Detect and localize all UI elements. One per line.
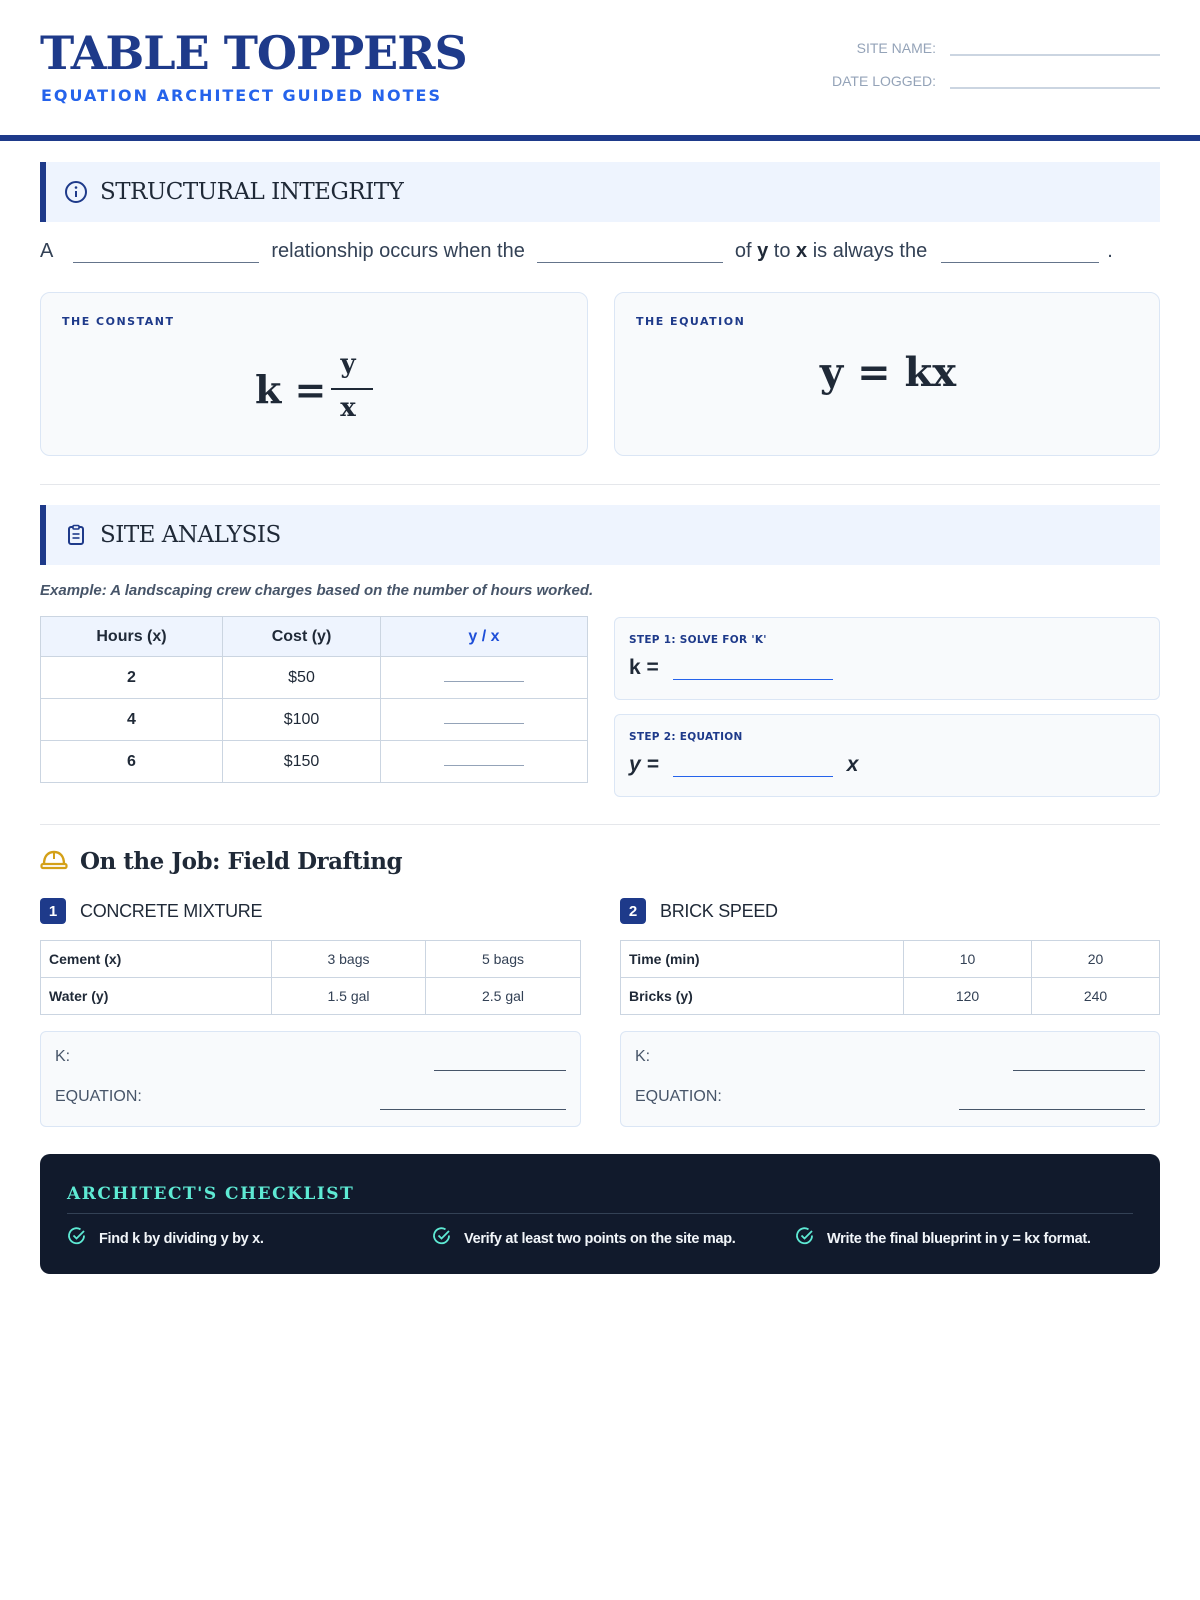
ratio-blank[interactable] xyxy=(444,765,524,766)
ratio-blank[interactable] xyxy=(444,681,524,682)
table-cell: 240 xyxy=(1032,978,1160,1015)
check-circle-icon xyxy=(432,1226,452,1251)
table-cell: 20 xyxy=(1032,941,1160,978)
problem-number-badge: 1 xyxy=(40,898,66,924)
table-cell: 10 xyxy=(904,941,1032,978)
site-table xyxy=(40,616,588,783)
architect-checklist xyxy=(40,1154,1160,1274)
column-header: Cost (y) xyxy=(223,617,381,657)
blank-ratio[interactable] xyxy=(537,241,723,263)
section-title: SITE ANALYSIS xyxy=(100,522,281,548)
table-row xyxy=(41,699,588,741)
step2-card xyxy=(614,714,1160,797)
table-header-row xyxy=(41,617,588,657)
row-header: Bricks (y) xyxy=(621,978,904,1015)
problem-2-answer-card xyxy=(620,1031,1160,1127)
table-row xyxy=(621,941,1160,978)
equation-answer-blank[interactable] xyxy=(959,1109,1145,1110)
k-label: K: xyxy=(635,1048,651,1065)
blank-relationship[interactable] xyxy=(73,241,259,263)
ratio-cell[interactable] xyxy=(381,699,588,741)
hard-hat-icon xyxy=(40,846,68,877)
k-answer-blank[interactable] xyxy=(434,1070,566,1071)
equation-answer-blank[interactable] xyxy=(380,1109,566,1110)
date-logged-row xyxy=(826,73,1160,89)
page-subtitle: EQUATION ARCHITECT GUIDED NOTES xyxy=(41,86,442,105)
problem-number-badge: 2 xyxy=(620,898,646,924)
problem-1-header xyxy=(40,898,262,924)
step1-label: STEP 1: SOLVE FOR 'K' xyxy=(629,634,767,646)
sentence-text: is always the xyxy=(812,240,928,262)
sentence-text: . xyxy=(1107,240,1113,262)
date-logged-label: DATE LOGGED: xyxy=(832,73,936,89)
constant-card xyxy=(40,292,588,456)
problem-2-header xyxy=(620,898,778,924)
check-circle-icon xyxy=(795,1226,815,1251)
on-the-job-header xyxy=(40,846,402,877)
table-cell: $50 xyxy=(223,657,381,699)
row-header: Time (min) xyxy=(621,941,904,978)
constant-lhs: k = xyxy=(255,367,327,412)
checklist-item-text: Write the final blueprint in y = kx format. xyxy=(827,1230,1091,1247)
table-cell: 1.5 gal xyxy=(272,978,426,1015)
table-row xyxy=(41,941,581,978)
fraction-bar xyxy=(331,388,373,390)
site-analysis-header xyxy=(40,505,1160,565)
checklist-item xyxy=(432,1226,736,1251)
section-divider xyxy=(40,824,1160,825)
card-label: THE EQUATION xyxy=(636,315,746,328)
column-header: y / x xyxy=(381,617,588,657)
card-label: THE CONSTANT xyxy=(62,315,175,328)
site-name-label: SITE NAME: xyxy=(856,40,936,56)
ratio-cell[interactable] xyxy=(381,657,588,699)
problem-1-table xyxy=(40,940,581,1015)
step2-lhs: y = xyxy=(629,753,659,776)
check-circle-icon xyxy=(67,1226,87,1251)
step2-label: STEP 2: EQUATION xyxy=(629,731,743,743)
equation-label: EQUATION: xyxy=(55,1088,142,1105)
table-row xyxy=(41,741,588,783)
definition-sentence xyxy=(40,240,1160,263)
site-name-row xyxy=(826,40,1160,56)
problem-title: BRICK SPEED xyxy=(660,900,778,921)
step2-expression xyxy=(629,753,858,777)
clipboard-icon xyxy=(62,521,90,549)
fraction-numerator: y xyxy=(340,349,356,379)
section-divider xyxy=(40,484,1160,485)
row-header: Water (y) xyxy=(41,978,272,1015)
blank-same[interactable] xyxy=(941,241,1099,263)
table-cell: 2 xyxy=(41,657,223,699)
structural-integrity-header xyxy=(40,162,1160,222)
table-cell: 120 xyxy=(904,978,1032,1015)
header-rule xyxy=(0,135,1200,141)
sentence-text: to xyxy=(773,240,791,262)
table-row xyxy=(41,978,581,1015)
equation-label: EQUATION: xyxy=(635,1088,722,1105)
step1-lhs: k = xyxy=(629,656,659,679)
table-cell: 4 xyxy=(41,699,223,741)
step1-expression xyxy=(629,656,833,680)
section-title: On the Job: Field Drafting xyxy=(80,848,403,875)
page-header xyxy=(0,0,1200,142)
column-header: Hours (x) xyxy=(41,617,223,657)
ratio-cell[interactable] xyxy=(381,741,588,783)
table-row xyxy=(41,657,588,699)
site-name-field[interactable] xyxy=(950,54,1160,56)
sentence-text: A xyxy=(40,240,54,262)
checklist-item-text: Verify at least two points on the site map. xyxy=(464,1230,736,1247)
table-cell: 5 bags xyxy=(426,941,581,978)
date-logged-field[interactable] xyxy=(950,87,1160,89)
checklist-title: ARCHITECT'S CHECKLIST xyxy=(67,1184,355,1204)
step1-answer-blank[interactable] xyxy=(673,658,833,680)
problem-title: CONCRETE MIXTURE xyxy=(80,900,263,921)
step1-card xyxy=(614,617,1160,700)
example-text: Example: A landscaping crew charges based on the number of hours worked. xyxy=(40,582,594,599)
page-title: TABLE TOPPERS xyxy=(40,26,467,80)
sentence-text: relationship occurs when the xyxy=(271,240,525,262)
checklist-item xyxy=(795,1226,1091,1251)
sentence-text: of xyxy=(734,240,752,262)
checklist-rule xyxy=(67,1213,1133,1214)
k-answer-blank[interactable] xyxy=(1013,1070,1145,1071)
step2-suffix: x xyxy=(846,753,859,776)
problem-1-answer-card xyxy=(40,1031,581,1127)
sentence-var-x: x xyxy=(796,240,808,262)
table-cell: 3 bags xyxy=(272,941,426,978)
row-header: Cement (x) xyxy=(41,941,272,978)
table-row xyxy=(621,978,1160,1015)
table-cell: 2.5 gal xyxy=(426,978,581,1015)
equation-formula: y = kx xyxy=(819,349,957,396)
problem-2-table xyxy=(620,940,1160,1015)
step2-answer-blank[interactable] xyxy=(673,755,833,777)
table-cell: $100 xyxy=(223,699,381,741)
k-label: K: xyxy=(55,1048,71,1065)
fraction-denominator: x xyxy=(340,393,356,423)
table-cell: $150 xyxy=(223,741,381,783)
info-icon xyxy=(62,178,90,206)
equation-card xyxy=(614,292,1160,456)
checklist-item xyxy=(67,1226,264,1251)
sentence-var-y: y xyxy=(757,240,769,262)
section-title: STRUCTURAL INTEGRITY xyxy=(100,179,404,205)
ratio-blank[interactable] xyxy=(444,723,524,724)
table-cell: 6 xyxy=(41,741,223,783)
checklist-item-text: Find k by dividing y by x. xyxy=(99,1230,264,1247)
